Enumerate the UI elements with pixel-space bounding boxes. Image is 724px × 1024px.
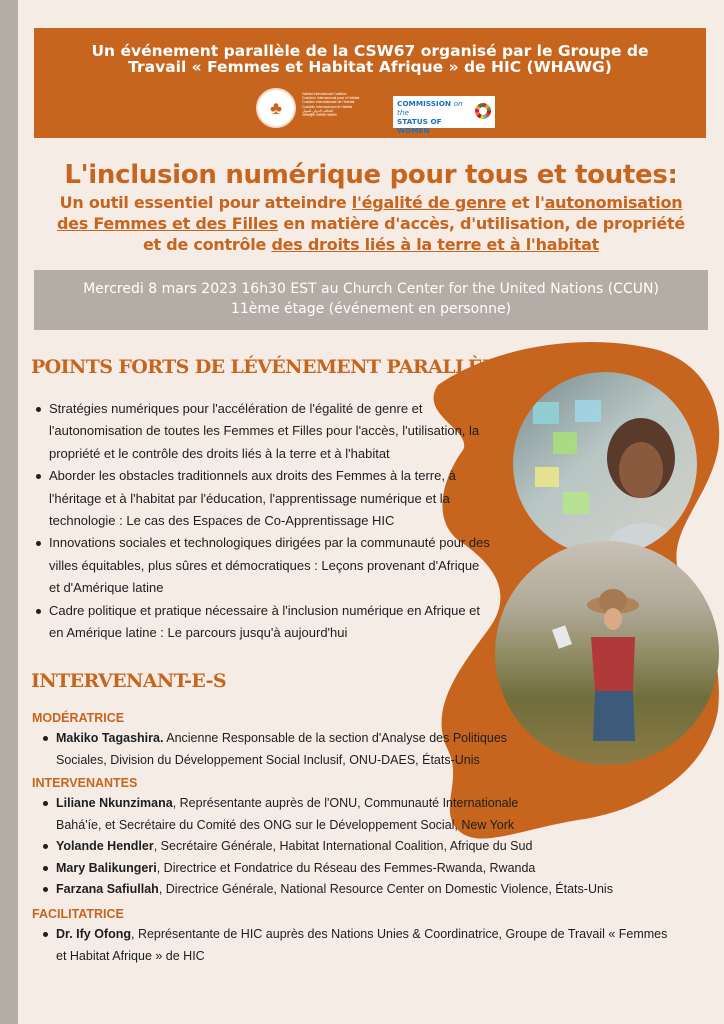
event-date-box: [34, 270, 708, 330]
subtitle-part: et de contrôle: [142, 235, 272, 254]
subtitle-underlined: des droits liés à la terre et à l'habitat: [271, 235, 600, 254]
left-margin-strip: [0, 0, 18, 1024]
hic-line: Coalizão Internacional do Habitat: [302, 104, 352, 109]
speaker-name: Liliane Nkunzimana: [56, 796, 173, 810]
event-date: Mercredi 8 mars 2023 16h30 EST au Church Center for the United Nations (CCUN): [83, 281, 659, 297]
tree-icon: ♣: [270, 98, 282, 118]
csw-mid: on the: [397, 99, 463, 117]
list-item: [32, 728, 552, 771]
speaker-desc: , Secrétaire Générale, Habitat International Coalition, Afrique du Sud: [153, 839, 533, 853]
subtitle-underlined: des Femmes et des Filles: [56, 214, 279, 233]
flyer-page: [18, 0, 724, 1024]
hic-line: Habitat International Coalition: [302, 92, 347, 96]
csw-bottom: STATUS OF WOMEN: [397, 117, 442, 135]
speaker-desc: , Représentante auprès de l'ONU, Communauté Internationale Bahá'íe, et Secrétaire du Comité des ONG sur le Développement Social, New York: [56, 796, 519, 832]
speaker-desc: Ancienne Responsable de la section d'Analyse des Politiques Sociales, Division du Développement Social Inclusif, ONU-DAES, États-Unis: [56, 731, 508, 767]
subtitle-part: Un outil essentiel pour atteindre: [59, 193, 352, 212]
moderator-list: [32, 728, 552, 771]
speaker-desc: , Directrice Générale, National Resource Center on Domestic Violence, États-Unis: [158, 882, 613, 896]
list-item: Stratégies numériques pour l'accélération de l'égalité de genre et l'autonomisation de toutes les Femmes et Filles pour l'accès, l'utilisation, la propriété et le contrôle des droits liés à la terre et à l'habitat: [32, 398, 492, 465]
speaker-name: Farzana Safiullah: [56, 882, 159, 896]
hic-line: अंतरराष्ट्रीय पर्यावास गठबंधन: [302, 113, 337, 118]
sdg-wheel-icon: [475, 103, 491, 119]
speaker-name: Yolande Hendler: [56, 839, 154, 853]
page-title: L'inclusion numérique pour tous et toutes:: [64, 160, 678, 190]
speakers-heading: INTERVENANT-E-S: [31, 670, 227, 692]
subtitle-underlined: l'égalité de genre: [351, 193, 507, 212]
list-item: Aborder les obstacles traditionnels aux droits des Femmes à la terre, à l'héritage et à l'habitat par l'éducation, l'apprentissage numérique et la technologie : Le cas des Espaces de Co-Apprentissage HIC: [32, 465, 492, 532]
speaker-desc: , Directrice et Fondatrice du Réseau des Femmes-Rwanda, Rwanda: [156, 860, 536, 875]
list-item: Cadre politique et pratique nécessaire à l'inclusion numérique en Afrique et en Amérique latine : Le parcours jusqu'à aujourd'hui: [32, 600, 492, 645]
banner-text: [34, 28, 706, 75]
subtitle-underlined: autonomisation: [544, 193, 683, 212]
list-item: [32, 836, 692, 858]
logo-row: [34, 88, 706, 135]
banner-line-1: Un événement parallèle de la CSW67 organisé par le Groupe de: [91, 42, 649, 60]
list-item: [32, 793, 552, 836]
subtitle-part: et l': [506, 193, 545, 212]
highlights-list: [32, 398, 492, 644]
list-item: [32, 924, 672, 967]
moderator-label: MODÉRATRICE: [32, 711, 125, 725]
header-banner: [34, 28, 706, 138]
speaker-name: Mary Balikungeri: [56, 860, 157, 875]
hic-logo-text: [302, 92, 382, 117]
csw-top: COMMISSION: [397, 99, 452, 108]
csw-logo-text: [397, 99, 475, 135]
list-item: Innovations sociales et technologiques dirigées par la communauté pour des villes équitables, plus sûres et démocratiques : Leçons provenant d'Afrique et d'Amérique latine: [32, 532, 492, 599]
photo-woman-whiteboard: [513, 372, 697, 556]
speaker-name: Makiko Tagashira.: [56, 731, 164, 745]
event-location-floor: 11ème étage (événement en personne): [230, 301, 512, 317]
panelists-label: INTERVENANTES: [32, 776, 138, 790]
panelists-list: [32, 793, 692, 901]
speaker-name: Dr. Ify Ofong: [56, 927, 131, 941]
facilitator-list: [32, 924, 672, 967]
list-item: [32, 858, 692, 880]
list-item: [32, 879, 692, 901]
hic-line: Coalition Internationale de l'Habitat: [302, 100, 355, 105]
facilitator-label: FACILITATRICE: [32, 907, 124, 921]
hic-line: Coalición Internacional para el Hábitat: [302, 96, 360, 101]
hic-logo: [256, 88, 296, 128]
hic-line: التحالف الدولي للموئل: [302, 108, 334, 113]
subtitle-part: en matière d'accès, d'utilisation, de propriété: [278, 214, 686, 233]
speaker-desc: , Représentante de HIC auprès des Nations Unies & Coordinatrice, Groupe de Travail « Femmes et Habitat Afrique » de HIC: [56, 927, 668, 963]
page-subtitle: [26, 192, 716, 255]
csw-logo: [393, 96, 495, 135]
highlights-heading: POINTS FORTS DE LÉVÉNEMENT PARALLÈLE: [31, 356, 509, 378]
banner-line-2: Travail « Femmes et Habitat Afrique » de HIC (WHAWG): [128, 58, 612, 76]
